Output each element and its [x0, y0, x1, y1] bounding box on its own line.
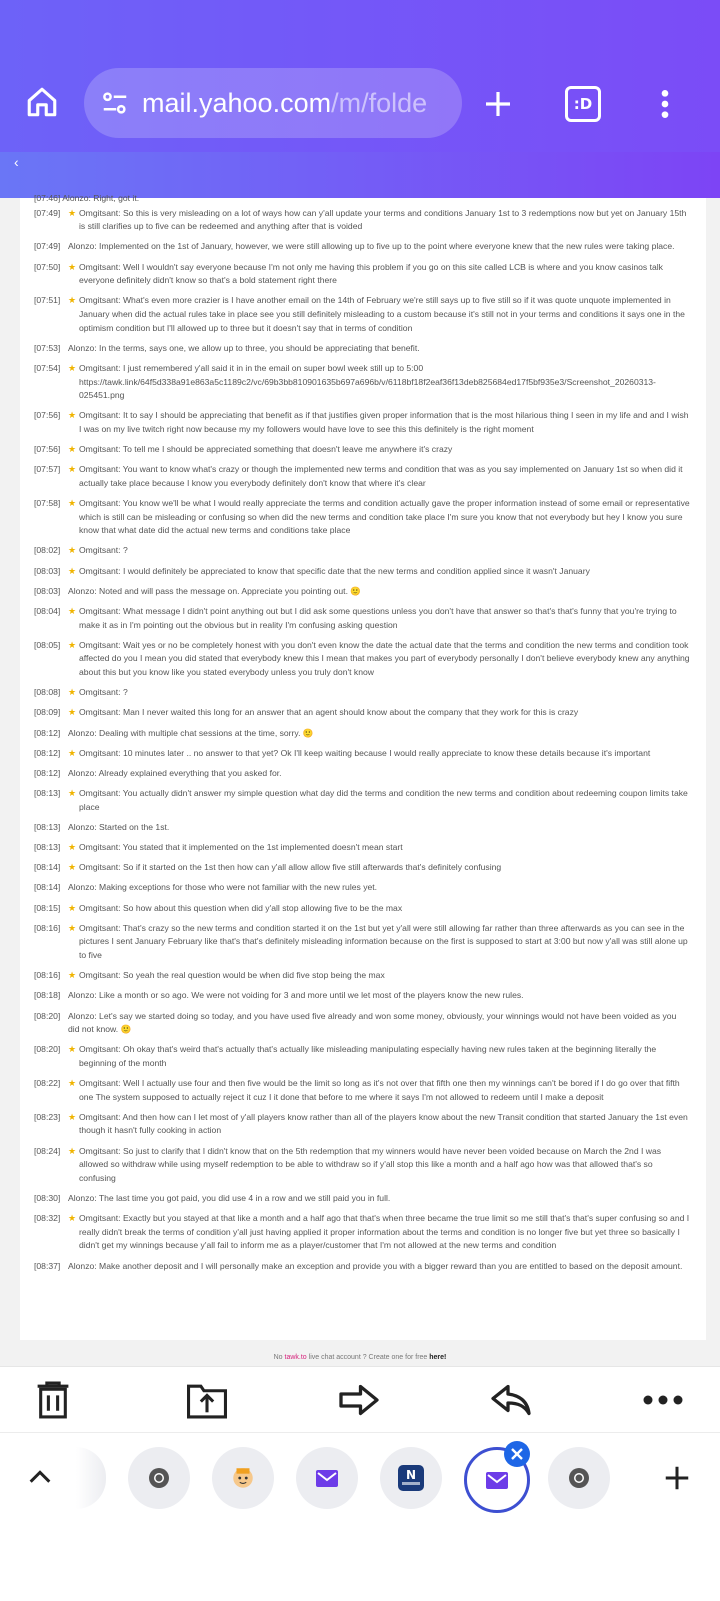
address-bar[interactable] [84, 68, 462, 138]
more-horizontal-icon [642, 1394, 684, 1406]
site-settings-icon[interactable] [98, 86, 132, 120]
back-chevron-icon[interactable]: ‹ [14, 154, 19, 170]
message-text: Omgitsant: Wait yes or no be completely honest with you don't even know the date the actual date that the terms and condition the new terms and condition took affected do you I mean you did stated that everybody knew this I mean that makes you part of everybody personally I don't believe everybody knew any anything about this but you know like you stated everybody unless you truly don't know [79, 639, 690, 677]
chat-transcript [20, 193, 706, 1340]
tawk-link[interactable]: tawk.to [284, 1354, 307, 1361]
message-text: Alonzo: The last time you got paid, you did use 4 in a row and we still paid you in full. [68, 1193, 391, 1204]
message-timestamp: [07:51] [34, 295, 61, 306]
move-button[interactable] [184, 1377, 230, 1423]
home-icon [25, 85, 59, 119]
move-to-folder-icon [185, 1380, 229, 1420]
chat-message [34, 240, 690, 254]
delete-button[interactable] [30, 1377, 76, 1423]
footer-prefix: No [273, 1354, 285, 1361]
close-tab-button[interactable] [504, 1441, 530, 1467]
message-timestamp: [08:04] [34, 605, 61, 616]
tab-yahoo-mail-1[interactable] [296, 1447, 358, 1509]
chat-message [34, 841, 690, 855]
message-text: Omgitsant: I would definitely be appreciated to know that specific date that the new terms and condition applied since it wasn't January [79, 565, 590, 576]
message-text: Alonzo: Making exceptions for those who were not familiar with the new rules yet. [68, 882, 378, 893]
message-timestamp: [08:12] [34, 747, 61, 758]
tab-chrome-1[interactable] [128, 1447, 190, 1509]
star-icon: ★ [68, 747, 77, 758]
chat-message [34, 861, 690, 875]
chat-message [34, 989, 690, 1003]
message-timestamp: [08:14] [34, 862, 61, 873]
message-text: Alonzo: Make another deposit and I will personally make an exception and provide you with a bigger reward than you are entitled to based on the deposit amount. [68, 1260, 683, 1271]
footer-middle: live chat account ? Create one for free [306, 1354, 430, 1361]
star-icon: ★ [68, 862, 77, 873]
message-text: Alonzo: Like a month or so ago. We were not voiding for 3 and more until we let most of the players know the new rules. [68, 990, 524, 1001]
chevron-up-icon [26, 1463, 54, 1491]
message-text: [07:46] Alonzo: Right, got it. [34, 193, 140, 203]
message-text: Alonzo: Let's say we started doing so today, and you have used five already and won some money, obviously, your winnings would not have been voided as you did not know. 🙂 [68, 1010, 677, 1035]
message-timestamp: [08:18] [34, 990, 61, 1001]
tawk-footer [0, 1354, 720, 1361]
chat-message [34, 1111, 690, 1138]
message-text: Alonzo: In the terms, says one, we allow up to three, you should be appreciating that benefit. [68, 342, 420, 353]
star-icon: ★ [68, 444, 77, 455]
star-icon: ★ [68, 464, 77, 475]
create-account-link[interactable]: here! [429, 1354, 447, 1361]
chat-message [34, 585, 690, 599]
chat-message [34, 1077, 690, 1104]
message-text: Omgitsant: ? [79, 687, 128, 698]
reply-button[interactable] [488, 1377, 534, 1423]
message-timestamp: [08:32] [34, 1213, 61, 1224]
browser-menu-button[interactable] [645, 84, 685, 124]
message-text: Omgitsant: You know we'll be what I would really appreciate the terms and condition actually gave the proper information instead of some email or representative which is still can be misleading or confusing so when did the new terms and condition take place I'm sure you know that not everybody but hey I know you sure know that what date did the actual new terms and conditions take place [79, 498, 690, 536]
message-text: Omgitsant: To tell me I should be appreciated something that doesn't leave me anywhere it's crazy [79, 444, 453, 455]
star-icon: ★ [68, 1145, 77, 1156]
message-timestamp: [08:20] [34, 1010, 61, 1021]
chat-message [34, 443, 690, 457]
message-timestamp: [08:20] [34, 1044, 61, 1055]
message-timestamp: [08:16] [34, 922, 61, 933]
chat-message [34, 747, 690, 761]
message-text: Omgitsant: That's crazy so the new terms and condition started it on the 1st but yet y'all were still allowing far rather than three afterwards as you can see in the pictures I sent January February like that's that's definitely misleading information because on the first is supposed to start at 3:00 but now y'all was still alone up to five [79, 922, 688, 960]
svg-text:N: N [405, 1468, 417, 1482]
star-icon: ★ [68, 842, 77, 853]
message-timestamp: [08:03] [34, 585, 61, 596]
star-icon: ★ [68, 922, 77, 933]
message-timestamp: [08:05] [34, 639, 61, 650]
chat-message [34, 294, 690, 335]
message-timestamp: [08:22] [34, 1078, 61, 1089]
browser-toolbar [0, 0, 720, 152]
mail-action-bar [0, 1366, 720, 1433]
message-text: Omgitsant: ? [79, 545, 128, 556]
chat-message [34, 497, 690, 538]
message-timestamp: [08:37] [34, 1260, 61, 1271]
close-icon [510, 1447, 524, 1461]
more-vertical-icon [659, 88, 671, 120]
cartoon-face-icon [230, 1465, 256, 1491]
message-text: Omgitsant: So just to clarify that I didn't know that on the 5th redemption that my winners would have never been voided because on March the 2nd I was allowed so withdraw while using myself redemption to be able to withdraw so if y'all stop this like a month and a half ago how was that allowed that's so confusing [79, 1145, 662, 1183]
url-text[interactable] [142, 88, 427, 119]
star-icon: ★ [68, 788, 77, 799]
more-actions-button[interactable] [640, 1377, 686, 1423]
message-timestamp: [08:30] [34, 1193, 61, 1204]
chat-message [34, 821, 690, 835]
message-text: Omgitsant: 10 minutes later .. no answer to that yet? Ok I'll keep waiting because I would really appreciate to know these details because it's important [79, 747, 651, 758]
message-timestamp: [08:13] [34, 788, 61, 799]
message-text: Omgitsant: So this is very misleading on a lot of ways how can y'all update your terms and conditions January 1st to 3 redemptions now but yet on January 15th is still clarifies up to five can be redeemed and anything after that is voided [79, 207, 687, 232]
chat-message [34, 463, 690, 490]
message-timestamp: [08:24] [34, 1145, 61, 1156]
star-icon: ★ [68, 565, 77, 576]
chat-message [34, 1192, 690, 1206]
chat-message [34, 767, 690, 781]
email-body [0, 193, 720, 1366]
message-text: Omgitsant: And then how can I let most of y'all players know rather than all of the players know about the new Transit condition that started January the 1st even though it hasn't fully cooking in action [79, 1111, 688, 1136]
message-timestamp: [08:08] [34, 687, 61, 698]
star-icon: ★ [68, 410, 77, 421]
message-text: Omgitsant: You stated that it implemented on the 1st implemented doesn't mean start [79, 842, 403, 853]
chat-message [34, 207, 690, 234]
chat-message [34, 706, 690, 720]
star-icon: ★ [68, 1078, 77, 1089]
expand-tabs-button[interactable] [26, 1463, 56, 1493]
message-list [20, 192, 706, 1273]
chat-message [34, 362, 690, 403]
add-tab-button[interactable] [662, 1463, 694, 1495]
new-tab-button[interactable] [478, 84, 518, 124]
star-icon: ★ [68, 970, 77, 981]
message-timestamp: [08:23] [34, 1111, 61, 1122]
plus-icon [482, 88, 514, 120]
news-logo-icon [398, 1465, 424, 1491]
chat-message [34, 902, 690, 916]
message-text: Omgitsant: So yeah the real question would be when did five stop being the max [79, 970, 385, 981]
chat-message [34, 727, 690, 741]
chat-message [34, 565, 690, 579]
message-text: Omgitsant: Man I never waited this long for an answer that an agent should know about the company that they work for this is crazy [79, 707, 579, 718]
chrome-icon [567, 1466, 591, 1490]
chat-message [34, 409, 690, 436]
chat-message [34, 544, 690, 558]
star-icon: ★ [68, 605, 77, 616]
message-timestamp: [07:56] [34, 444, 61, 455]
chat-message [34, 922, 690, 963]
star-icon: ★ [68, 639, 77, 650]
star-icon: ★ [68, 1111, 77, 1122]
message-timestamp: [07:49] [34, 207, 61, 218]
yahoo-mail-icon [486, 1472, 508, 1489]
message-text: Omgitsant: It to say I should be appreciating that benefit as if that justifies given proper information that is the most hilarious thing I seen in my life and and I wish I was on my live twitch right now because my my followers would have love to see this this definitely is the right moment [79, 410, 689, 434]
message-timestamp: [08:12] [34, 727, 61, 738]
trash-icon [34, 1380, 72, 1420]
message-timestamp: [07:58] [34, 498, 61, 509]
tab-chrome-2[interactable] [548, 1447, 610, 1509]
tab-count: :D [565, 86, 601, 122]
message-text: Omgitsant: So how about this question when did y'all stop allowing five to be the max [79, 902, 403, 913]
yahoo-mail-icon [316, 1470, 338, 1487]
message-timestamp: [08:09] [34, 707, 61, 718]
message-timestamp: [08:13] [34, 821, 61, 832]
star-icon: ★ [68, 362, 77, 373]
chat-message [34, 1043, 690, 1070]
chat-message [34, 1145, 690, 1186]
star-icon: ★ [68, 545, 77, 556]
message-partial [34, 192, 690, 203]
message-text: Alonzo: Already explained everything that you asked for. [68, 767, 282, 778]
message-timestamp: [08:15] [34, 902, 61, 913]
message-timestamp: [07:56] [34, 410, 61, 421]
forward-button[interactable] [336, 1377, 382, 1423]
message-text: Omgitsant: Oh okay that's weird that's actually that's actually like misleading manipulating especially having new rules taken at the beginning literally the beginning of the month [79, 1044, 657, 1068]
chrome-icon [147, 1466, 171, 1490]
message-timestamp: [08:13] [34, 842, 61, 853]
star-icon: ★ [68, 498, 77, 509]
message-timestamp: [07:49] [34, 241, 61, 252]
message-text: Alonzo: Dealing with multiple chat sessions at the time, sorry. 🙂 [68, 727, 314, 738]
chat-message [34, 881, 690, 895]
message-text: Alonzo: Noted and will pass the message on. Appreciate you pointing out. 🙂 [68, 585, 362, 596]
url-path: /m/folde [331, 87, 428, 118]
plus-icon [662, 1463, 692, 1493]
chat-message [34, 1260, 690, 1274]
tab-switcher-button[interactable] [563, 84, 603, 124]
url-host: mail.yahoo.com [142, 87, 332, 118]
message-text: Omgitsant: So if it started on the 1st then how can y'all allow allow five still afterwards that's definitely confusing [79, 862, 502, 873]
star-icon: ★ [68, 1044, 77, 1055]
star-icon: ★ [68, 295, 77, 306]
chat-message [34, 261, 690, 288]
message-timestamp: [08:02] [34, 545, 61, 556]
tab-news-site[interactable] [380, 1447, 442, 1509]
message-text: Omgitsant: What's even more crazier is I have another email on the 14th of February we're still says up to five still so if it was quote unquote implemented in January when did the actual rules take in place see you still definitely misleading to a custom because it's still not in your terms and conditions it says one in the optimism condition but I'll allowed up to three but it doesn't say that in terms of condition [79, 295, 685, 333]
tab-cartoon-site[interactable] [212, 1447, 274, 1509]
tab-partial[interactable] [76, 1447, 106, 1509]
chat-message [34, 686, 690, 700]
tab-strip [0, 1432, 720, 1601]
chat-message [34, 342, 690, 356]
message-text: Omgitsant: What message I didn't point anything out but I did ask some questions unless you don't have that answer so that's that's funny that you're trying to make it as in I'm pointing out the obvious but in reality I'm confusing asking question [79, 605, 677, 630]
chat-message [34, 1212, 690, 1253]
star-icon: ★ [68, 687, 77, 698]
message-text: Omgitsant: You actually didn't answer my simple question what day did the terms and condition the new terms and condition about redeeming coupon limits take place [79, 788, 688, 812]
chat-message [34, 969, 690, 983]
message-timestamp: [07:50] [34, 261, 61, 272]
star-icon: ★ [68, 707, 77, 718]
message-timestamp: [07:53] [34, 342, 61, 353]
message-text: Alonzo: Implemented on the 1st of January, however, we were still allowing up to five up to the point where everyone knew that the new rules were taking place. [68, 241, 675, 252]
message-text: Alonzo: Started on the 1st. [68, 821, 170, 832]
reply-icon [490, 1383, 532, 1417]
message-text: Omgitsant: Well I wouldn't say everyone because I'm not only me having this problem if you go on this site called LCB is where and you know casinos talk everyone definitely didn't know so that's a bold statement right there [79, 261, 663, 286]
chat-message [34, 639, 690, 680]
message-text: Omgitsant: You want to know what's crazy or though the implemented new terms and condition that was as you say implemented on January 1st so when did it actually take place because I know you everybody definitely don't know that where it's clear [79, 464, 683, 488]
star-icon: ★ [68, 1213, 77, 1224]
message-timestamp: [07:57] [34, 464, 61, 475]
home-button[interactable] [22, 82, 62, 122]
message-text: Omgitsant: Well I actually use four and then five would be the limit so long as it's not over that fifth one then my winnings can't be bored if I do go over that fifth one The system supposed to actually reject it cuz I it done that before to me where it says I'm not allowed to redeem until I make a deposit [79, 1078, 680, 1102]
star-icon: ★ [68, 207, 77, 218]
message-timestamp: [07:54] [34, 362, 61, 373]
message-text: Omgitsant: Exactly but you stayed at that like a month and a half ago that that's when three became the true limit so me still that's that's super confusing so and I really didn't break the terms of condition y'all just having applied it proper information about the terms and condition is no longer five but yet three so basically I didn't get my winnings because y'all fail to inform me as a player/customer that I'm not allowed at the new terms and condition [79, 1213, 690, 1251]
chat-message [34, 605, 690, 632]
star-icon: ★ [68, 261, 77, 272]
chat-message [34, 787, 690, 814]
star-icon: ★ [68, 902, 77, 913]
message-timestamp: [08:16] [34, 970, 61, 981]
message-timestamp: [08:14] [34, 882, 61, 893]
chat-message [34, 1010, 690, 1037]
message-timestamp: [08:12] [34, 767, 61, 778]
message-text: Omgitsant: I just remembered y'all said it in in the email on super bowl week still up to 5:00 https://tawk.link/64f5d338a91e863a5c1189c2/vc/69b3bb810901635b697a696b/v/6118bf18f2eaf36f13deb825684ed17f5bf935e3/Screenshot_20260313-025451.png [79, 362, 656, 401]
forward-arrow-icon [338, 1383, 380, 1417]
message-timestamp: [08:03] [34, 565, 61, 576]
